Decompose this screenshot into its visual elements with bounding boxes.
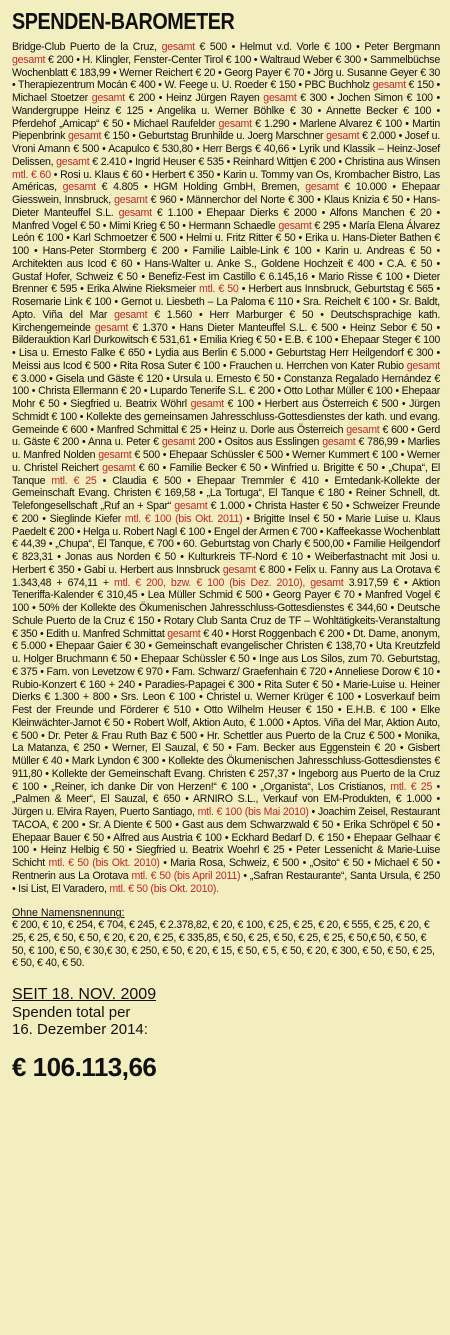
- donation-highlight: gesamt: [326, 130, 360, 143]
- donation-text: € 150 • Michael Stoetzer: [12, 79, 440, 104]
- donation-text: • „Palmen & Meer“, El Sauzal, € 650 • ARNIRO S.L., Verkauf von EM-Produkten, € 1.000 • Jürgen u. Elvira Rayen, Puerto Santiago,: [12, 780, 440, 818]
- donation-text: 200 • Ositos aus Esslingen: [195, 436, 323, 449]
- donation-text: € 100 • Herbert aus Österreich € 500 • Jürgen Schmidt € 100 • Kollekte des gemeinsamen Jahresschluss-Gottesdienstes der kath. und evang. Gemeinde € 600 • Manfred Schmittal € 25 • Heinz u. Dorle aus Österreich: [12, 398, 440, 436]
- donation-highlight: gesamt: [161, 41, 195, 53]
- donation-text: € 1.100 • Ehepaar Dierks € 2000 • Alfons Manchen € 20 • Manfred Vogel € 50 • Mimi Krieg € 50 • Hermann Schaedle: [12, 206, 440, 232]
- donation-text: € 150 • Geburtstag Brunhilde u. Joerg Marschner: [101, 130, 327, 143]
- donation-highlight: mtl. € 50 (bis Okt. 2010): [48, 857, 160, 869]
- donation-text: € 60 • Familie Becker € 50 • Winfried u. Brigitte € 50 • „Chupa“, El Tanque: [12, 461, 440, 487]
- donation-highlight: gesamt: [167, 627, 201, 640]
- donation-text: € 1.370 • Hans Dieter Manteuffel S.L. € 500 • Heinz Sebor € 50 • Bilderauktion Karl Durkowitsch € 531,61 • Emilia Krieg € 50 • E.B. € 100 • Ehepaar Steger € 100 • Lisa u. Ernesto Falke € 650 • Lydia aus Berlin € 5.000 • Geburtstag Herr Heilgendorf € 300 • Meissi aus Icod € 500 • Rita Rosa Suter € 100 • Frauchen u. Herrchen von Kater Rubio: [12, 321, 440, 372]
- donation-highlight: mtl. € 25: [51, 474, 97, 487]
- donation-highlight: gesamt: [12, 53, 46, 66]
- donation-highlight: mtl. € 60: [12, 168, 51, 181]
- donation-text: • Joachim Zeisel, Restaurant TACOA, € 200 • Sr. A Diente € 500 • Gast aus dem Schwarzwald € 50 • Erika Schröpel € 50 • Ehepaar Bauer € 50 • Alfred aus Austria € 100 • Eckhard Bedarf D. € 150 • Ehepaar Gelhaar € 100 • Heinz Helbig € 50 • Siegfried u. Beatrix Woehrl € 25 • Peter Lessenicht & Marie-Luise Schicht: [12, 806, 440, 869]
- donation-text: 3.917,59 € • Aktion Teneriffa-Kalender € 310,45 • Lea Müller Schmid € 500 • Georg Payer € 70 • Manfred Vogel € 100 • 50% der Kollekte des Ökumenischen Jahresschluss-Gottesdienstes € 344,60 • Deutsche Schule Puerto de la Cruz € 150 • Rotary Club Santa Cruz de TF – Wohltätigkeits-Veranstaltung € 350 • Edith u. Manfred Schmittat: [12, 576, 440, 640]
- donation-text: € 200 • H. Klingler, Fenster-Center Tirol € 100 • Waltraud Weber € 300 • Sammelbüchse Wochenblatt € 183,99 • Werner Reichert € 20 • Georg Payer € 70 • Jörg u. Susanne Geyer € 30 • Therapiezentrum Mocán € 400 • W. Feege u. U. Roeder € 150 • PBC Buchholz: [12, 53, 440, 92]
- donation-highlight: gesamt: [56, 155, 90, 168]
- donation-highlight: gesamt: [406, 359, 440, 372]
- donation-highlight: mtl. € 50 (bis Okt. 2010).: [109, 882, 219, 895]
- donation-highlight: gesamt: [263, 92, 297, 104]
- donation-highlight: gesamt: [114, 194, 148, 206]
- donation-list: [12, 41, 440, 895]
- total-label-line-2: 16. Dezember 2014:: [12, 1021, 148, 1039]
- donation-text: € 500 • Ehepaar Schüssler € 500 • Werner Kummert € 100 • Werner u. Christel Reichert: [12, 449, 440, 474]
- donation-text: € 40 • Horst Roggenbach € 200 • Dt. Dame, anonym, € 5.000 • Ehepaar Gaier € 30 • Gemeinschaft evangelischer Christen € 138,70 • Uta Kreutzfeld u. Holger Bruchmann € 50 • Ehepaar Schüssler € 50 • Inge aus Los Silos, zum 70. Geburtstag, € 375 • Fam. von Levetzow € 970 • Fam. Schwarz/ Graefenhain € 720 • Anneliese Dorow € 10 • Rubio-Konzert € 160 + 240 • Paradies-Papagei € 300 • Rita Suter € 50 • Marie-Luise u. Heiner Dierks € 1.300 + 800 • Srs. Leon € 100 • Christel u. Werner Krüger € 100 • Losverkauf beim Fest der Freunde und Förderer € 510 • Otto Wilhelm Heuser € 150 • E.H.B. € 100 • Elke Kleinwächter-Jarnot € 50 • Robert Wolf, Aktion Auto, € 1.000 • Aptos. Viña del Mar, Aktion Auto, € 500 • Dr. Peter & Frau Ruth Baz € 500 • Hr. Schettler aus Puerto de la Cruz € 500 • Monika, La Matanza, € 250 • Werner, El Sauzal, € 50 • Fam. Becker aus Eggenstein € 20 • Gisbert Müller € 40 • Mark Lyndon € 300 • Kollekte des Ökumenischen Jahresschluss-Gottesdienstes € 911,80 • Kollekte der Gemeinschaft Evang. Christen € 257,37 • Ingeborg aus Puerto de la Cruz € 100 • „Reiner, ich danke Dir von Herzen!“ € 100 • „Organista“, Los Cristianos,: [12, 627, 440, 793]
- donation-highlight: gesamt: [94, 321, 129, 334]
- donation-highlight: gesamt: [118, 206, 152, 219]
- donation-text: € 960 • Männerchor del Norte € 300 • Klaus Knizia € 50 • Hans-Dieter Manteuffel S.L.: [12, 194, 440, 219]
- donation-text: € 2.000 • Josef u. Vroni Amann € 500 • Acapulco € 530,80 • Herr Bergs € 40,66 • Lyrik und Klassik – Heinz-Josef Delissen,: [12, 130, 440, 168]
- donation-text: € 800 • Felix u. Fanny aus La Orotava € 1.343,48 + 674,11 +: [12, 563, 440, 589]
- donation-text: • Herbert aus Innsbruck, Geburtstag € 565 • Rosemarie Link € 100 • Gernot u. Liesbeth – La Paloma € 110 • Sra. Reichelt € 100 • Sr. Baldt, Apto. Viña del Mar: [12, 283, 440, 321]
- donation-highlight: mtl. € 100 (bis Okt. 2011): [124, 512, 243, 525]
- donation-text: € 1.560 • Herr Marburger € 50 • Deutschsprachige kath. Kirchengemeinde: [12, 308, 441, 334]
- donation-highlight: gesamt: [114, 308, 148, 321]
- donation-text: Bridge-Club Puerto de la Cruz,: [12, 41, 162, 53]
- donation-highlight: gesamt: [305, 181, 339, 194]
- donation-text: € 1.290 • Marlene Alvarez € 100 • Martin Piepenbrink: [12, 117, 440, 143]
- donation-highlight: mtl. € 100 (bis Mai 2010): [197, 806, 309, 818]
- total-label-line-1: Spenden total per: [12, 1004, 131, 1022]
- donation-highlight: gesamt: [222, 563, 257, 576]
- since-date: SEIT 18. NOV. 2009: [12, 986, 157, 1004]
- donation-text: € 1.000 • Christa Haster € 50 • Schweizer Freunde € 200 • Sieglinde Kiefer: [12, 500, 440, 525]
- donation-text: • Claudia € 500 • Ehepaar Tremmler € 410 • Erntedank-Kollekte der Gemeinschaft Evang. Christen € 169,58 • „La Tortuga“, El Tanque € 180 • Reiner Schnell, dt. Telefongesellschaft „Ruf an + Spar“: [12, 474, 440, 512]
- donation-highlight: gesamt: [98, 449, 132, 461]
- donation-text: € 300 • Jochen Simon € 100 • Wandergruppe Heinz € 125 • Angelika u. Werner Böhlke € 30 • Annette Becker € 100 • Pferdehof „Amicap“ € 50 • Michael Raufelder: [12, 92, 440, 130]
- donation-highlight: mtl. € 50 (bis April 2011): [131, 869, 241, 882]
- donation-highlight: mtl. € 200, bzw. € 100 (bis Dez. 2010), gesamt: [114, 576, 344, 589]
- donation-highlight: gesamt: [346, 423, 380, 436]
- donation-text: € 600 • Gerd u. Gäste € 200 • Anna u. Peter €: [12, 423, 440, 449]
- donation-text: • „Safran Restaurante“, Santa Ursula, € 250 • Isi List, El Varadero,: [12, 869, 440, 895]
- donation-highlight: gesamt: [218, 117, 252, 130]
- donation-text: € 10.000 • Ehepaar Giesswein, Innsbruck,: [12, 181, 440, 206]
- anonymous-donation-list: € 200, € 10, € 254, € 704, € 245, € 2.378,82, € 20, € 100, € 25, € 25, € 20, € 555, € 25, € 20, € 25, € 25, € 50, € 50, € 20, € 20, € 25, € 335,85, € 50, € 25, € 50, € 25, € 25, € 50,€ 50, € 50, € 50, € 100, € 50, € 30,€ 30, € 250, € 50, € 20, € 15, € 50, € 5, € 50, € 20, € 300, € 50, € 50, € 25, € 50, € 40, € 50.: [12, 919, 435, 970]
- donation-text: • Maria Rosa, Schweiz, € 500 • „Osito“ € 50 • Michael € 50 • Rentnerin aus La Orotava: [12, 857, 441, 882]
- donation-text: € 4.805 • HGM Holding GmbH, Bremen,: [95, 181, 306, 194]
- donation-text: • Rosi u. Klaus € 60 • Herbert € 350 • Karin u. Tommy van Os, Krombacher Bistro, Las Américas,: [12, 168, 440, 194]
- donation-highlight: gesamt: [67, 130, 102, 143]
- donation-text: € 3.000 • Gisela und Gäste € 120 • Ursula u. Ernesto € 50 • Constanza Regalado Hernández € 100 • Christa Ellermann € 20 • Lupardo Tenerife S.L. € 200 • Otto Lothar Müller € 100 • Ehepaar Mohr € 50 • Siegfried u. Beatrix Wöhrl: [12, 372, 440, 410]
- donation-highlight: gesamt: [102, 461, 136, 474]
- total-amount: € 106.113,66: [12, 1052, 157, 1083]
- donation-highlight: mtl. € 25: [390, 780, 433, 793]
- donation-text: € 500 • Helmut v.d. Vorle € 100 • Peter Bergmann: [194, 41, 440, 53]
- donation-highlight: gesamt: [190, 398, 224, 410]
- anonymous-heading: Ohne Namensnennung:: [12, 907, 125, 920]
- donation-highlight: gesamt: [322, 436, 356, 449]
- donation-text: € 786,99 • Marlies u. Manfred Nolden: [12, 436, 440, 461]
- page-title: SPENDEN-BAROMETER: [12, 8, 235, 34]
- donation-text: € 295 • María Elena Álvarez León € 100 • Karl Schmoetzer € 500 • Helmi u. Fritz Ritter € 50 • Erika u. Hans-Dieter Bathen € 100 • Hans-Peter Stormberg € 200 • Familie Laible-Link € 100 • Karin u. Andreas € 50 • Architekten aus Icod € 60 • Hans-Walter u. Anke S., Goldene Hochzeit € 400 • C.A. € 50 • Gustaf Hofer, Schweiz € 50 • Benefiz-Fest im Castillo € 6.145,16 • Mario Risse € 100 • Dieter Brenner € 595 • Erika Alwine Rieksmeier: [12, 219, 441, 296]
- donation-highlight: gesamt: [62, 181, 96, 194]
- donation-highlight: mtl. € 50: [199, 283, 239, 296]
- donation-highlight: gesamt: [278, 219, 312, 232]
- donation-highlight: gesamt: [91, 92, 125, 104]
- donation-text: € 2.410 • Ingrid Heuser € 535 • Reinhard Wittjen € 200 • Christina aus Winsen: [89, 155, 441, 168]
- donation-text: • Brigitte Insel € 50 • Marie Luise u. Klaus Paedelt € 200 • Helga u. Robert Nagl € 100 • Engel der Armen € 700 • Kaffeekasse Wochenblatt € 44,39 • „Chupa“, El Tanque, € 700 • 60. Geburtstag von Charly € 500,00 • Familie Heilgendorf € 823,31 • Jonas aus Norden € 50 • Kulturkreis TF-Nord € 10 • Weiberfastnacht mit Josi u. Herbert € 350 • Gabi u. Herbert aus Innsbruck: [12, 512, 440, 576]
- donation-text: € 200 • Heinz Jürgen Rayen: [124, 92, 264, 104]
- donation-highlight: gesamt: [161, 436, 196, 449]
- donation-highlight: gesamt: [372, 79, 406, 92]
- donation-highlight: gesamt: [174, 500, 208, 512]
